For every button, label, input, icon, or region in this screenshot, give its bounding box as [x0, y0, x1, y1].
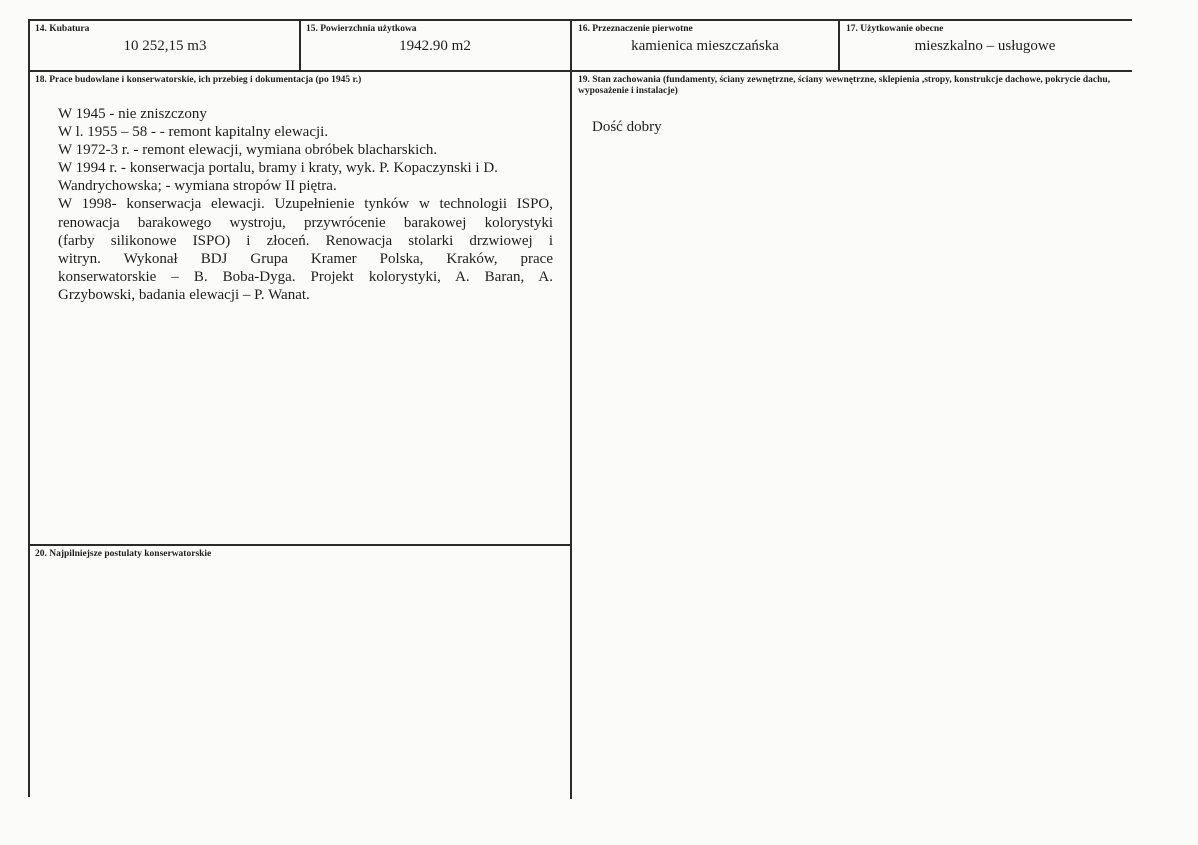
field-18-line: (farby silikonowe ISPO) i złoceń. Renowacja stolarki drzwiowej i: [58, 232, 553, 249]
top-border: [28, 19, 1132, 21]
row-divider-top: [28, 70, 1132, 72]
field-18-line: W 1972-3 r. - remont elewacji, wymiana obróbek blacharskich.: [58, 142, 438, 159]
field-18-line: Wandrychowska; - wymiana stropów II piętra.: [58, 178, 337, 195]
field-17-value: mieszkalno – usługowe: [914, 38, 1056, 54]
field-16-label: 16. Przeznaczenie pierwotne: [578, 24, 693, 34]
field-18-line: W l. 1955 – 58 - - remont kapitalny elewacji.: [58, 124, 329, 141]
col-divider-center: [570, 19, 572, 799]
field-17-label: 17. Użytkowanie obecne: [846, 24, 944, 34]
col-divider-14-15: [299, 19, 301, 72]
field-18-line: W 1994 r. - konserwacja portalu, bramy i kraty, wyk. P. Kopaczynski i D.: [58, 160, 498, 177]
field-18-line: konserwatorskie – B. Boba-Dyga. Projekt kolorystyki, A. Baran, A.: [58, 268, 553, 285]
left-border: [28, 19, 30, 797]
field-15-label: 15. Powierzchnia użytkowa: [306, 24, 417, 34]
field-15-value: 1942.90 m2: [399, 38, 471, 54]
field-19-label: 19. Stan zachowania (fundamenty, ściany zewnętrzne, ściany wewnętrzne, sklepienia ,stropy, konstrukcje dachowe, pokrycie dachu, wyposażenie i instalacje): [578, 75, 1111, 96]
field-18-line: renowacja barakowego wystroju, przywrócenie barakowej kolorystyki: [58, 214, 553, 231]
field-20-label: 20. Najpilniejsze postulaty konserwatorskie: [35, 549, 212, 559]
field-16-value: kamienica mieszczańska: [631, 38, 779, 54]
field-14-value: 10 252,15 m3: [123, 38, 207, 54]
field-18-label: 18. Prace budowlane i konserwatorskie, ich przebieg i dokumentacja (po 1945 r.): [35, 75, 362, 85]
field-18-line: witryn. Wykonał BDJ Grupa Kramer Polska, Kraków, prace: [58, 250, 553, 267]
field-18-line: Grzybowski, badania elewacji – P. Wanat.: [58, 286, 310, 303]
row-divider-mid: [28, 544, 571, 546]
field-18-text: [58, 105, 553, 304]
field-18-line: W 1998- konserwacja elewacji. Uzupełnienie tynków w technologii ISPO,: [58, 196, 553, 213]
field-18-line: W 1945 - nie zniszczony: [58, 106, 207, 122]
field-19-value: Dość dobry: [592, 119, 662, 135]
field-14-label: 14. Kubatura: [35, 24, 90, 34]
